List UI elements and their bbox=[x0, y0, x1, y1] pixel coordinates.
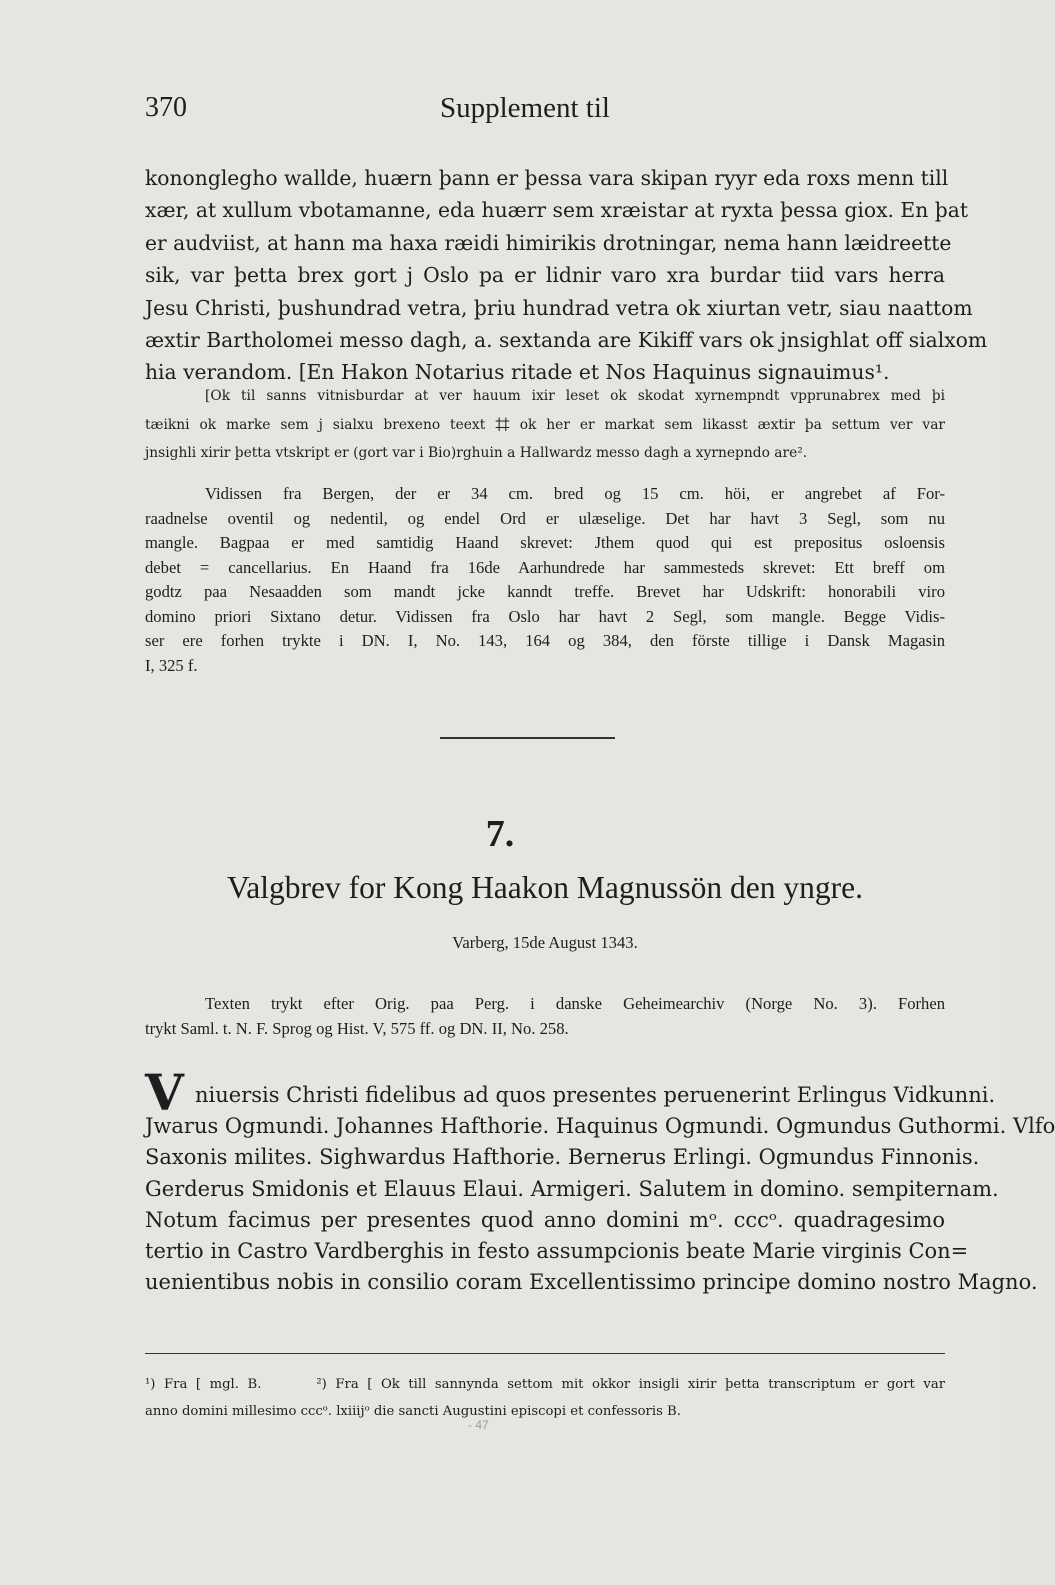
page-header bbox=[145, 92, 945, 132]
footnote-divider bbox=[145, 1353, 945, 1354]
footnote-1: ¹) Fra [ mgl. B. bbox=[145, 1377, 262, 1392]
text-line: jnsighli xirir þetta vtskript er (gort var i Bio)rghuin a Hallwardz messo dagh a xyrnepndo are². bbox=[145, 445, 808, 461]
text-line: godtz paa Nesaadden som mandt jcke kanndt treffe. Brevet har Udskrift: honorabili viro bbox=[145, 582, 945, 601]
page-number: 370 bbox=[145, 92, 187, 123]
text-line: Gerderus Smidonis et Elauus Elaui. Armigeri. Salutem in domino. sempiternam. bbox=[145, 1176, 999, 1201]
text-line: Jesu Christi, þushundrad vetra, þriu hundrad vetra ok xiurtan vetr, siau naattom bbox=[145, 295, 973, 320]
text-line: sik, var þetta brex gort j Oslo pa er lidnir varo xra burdar tiid vars herra bbox=[145, 263, 945, 288]
text-line: æxtir Bartholomei messo dagh, a. sextanda are Kikiff vars ok jnsighlat off sialxom bbox=[145, 328, 988, 353]
text-fragment: tæikni ok marke sem j sialxu brexeno teext bbox=[145, 416, 486, 433]
section-divider bbox=[440, 737, 615, 739]
text-line: hia verandom. [En Hakon Notarius ritade et Nos Haquinus signauimus¹. bbox=[145, 360, 890, 385]
text-line: kononglegho wallde, huærn þann er þessa vara skipan ryyr eda roxs menn till bbox=[145, 166, 949, 190]
document-date: Varberg, 15de August 1343. bbox=[452, 933, 638, 952]
footnote-line: anno domini millesimo cccᵒ. lxiiijᵒ die sancti Augustini episcopi et confessoris B. bbox=[145, 1404, 681, 1419]
drop-cap: V bbox=[145, 1063, 184, 1122]
text-line: Notum facimus per presentes quod anno domini mᵒ. cccᵒ. quadragesimo bbox=[145, 1207, 945, 1232]
charter-text bbox=[145, 1080, 1055, 1298]
document-title: Valgbrev for Kong Haakon Magnussön den yngre. bbox=[227, 870, 863, 905]
text-line: domino priori Sixtano detur. Vidissen fra Oslo har havt 2 Segl, som mangle. Begge Vidis- bbox=[145, 606, 945, 626]
footnotes bbox=[145, 1371, 945, 1425]
text-line: [Ok til sanns vitnisburdar at ver hauum ixir leset ok skodat xyrnempndt vpprunabrex med þi bbox=[205, 388, 945, 404]
bracket-note bbox=[145, 382, 945, 468]
text-line bbox=[145, 411, 945, 440]
text-line: raadnelse oventil og nedentil, og endel Ord er ulæselige. Det har havt 3 Segl, som nu bbox=[145, 508, 945, 528]
continuation-paragraph bbox=[145, 162, 988, 389]
text-line: niuersis Christi fidelibus ad quos presentes peruenerint Erlingus Vidkunni. bbox=[195, 1083, 996, 1107]
text-line: Texten trykt efter Orig. paa Perg. i danske Geheimearchiv (Norge No. 3). Forhen bbox=[205, 994, 945, 1013]
document-number: 7. bbox=[485, 813, 515, 855]
text-line: mangle. Bagpaa er med samtidig Haand skrevet: Jthem quod qui est prepositus osloensis bbox=[145, 533, 945, 552]
text-line: Vidissen fra Bergen, der er 34 cm. bred og 15 cm. höi, er angrebet af For- bbox=[205, 484, 945, 503]
pencil-mark: - 47 bbox=[468, 1418, 489, 1432]
text-line: trykt Saml. t. N. F. Sprog og Hist. V, 575 ff. og DN. II, No. 258. bbox=[145, 1018, 569, 1038]
text-line: tertio in Castro Vardberghis in festo assumpcionis beate Marie virginis Con= bbox=[145, 1239, 969, 1264]
text-line: debet = cancellarius. En Haand fra 16de Aarhundrede har sammesteds skrevet: Ett breff om bbox=[145, 557, 945, 577]
text-line: xær, at xullum vbotamanne, eda huærr sem xræistar at ryxta þessa giox. En þat bbox=[145, 198, 968, 223]
footnote-2: ²) Fra [ Ok till sannynda settom mit okkor insigli xirir þetta transcriptum er gort var bbox=[316, 1377, 945, 1392]
text-line: uenientibus nobis in consilio coram Excellentissimo principe domino nostro Magno. bbox=[145, 1270, 1038, 1295]
text-fragment: ok her er markat sem likasst æxtir þa settum ver var bbox=[519, 416, 946, 433]
editorial-remark bbox=[145, 482, 945, 678]
text-line: I, 325 f. bbox=[145, 655, 198, 675]
text-line: Saxonis milites. Sighwardus Hafthorie. Bernerus Erlingi. Ogmundus Finnonis. bbox=[145, 1145, 980, 1170]
text-line: er audviist, at hann ma haxa ræidi himirikis drotningar, nema hann læidreette bbox=[145, 230, 952, 255]
notary-sign-icon: ⌗ bbox=[495, 409, 510, 440]
text-line: Jwarus Ogmundi. Johannes Hafthorie. Haquinus Ogmundi. Ogmundus Guthormi. Vlfo bbox=[145, 1114, 1055, 1139]
running-title: Supplement til bbox=[440, 92, 610, 124]
footnote-line bbox=[145, 1371, 945, 1398]
text-line: ser ere forhen trykte i DN. I, No. 143, 164 og 384, den förste tillige i Dansk Magasin bbox=[145, 631, 945, 650]
source-note bbox=[145, 992, 945, 1041]
